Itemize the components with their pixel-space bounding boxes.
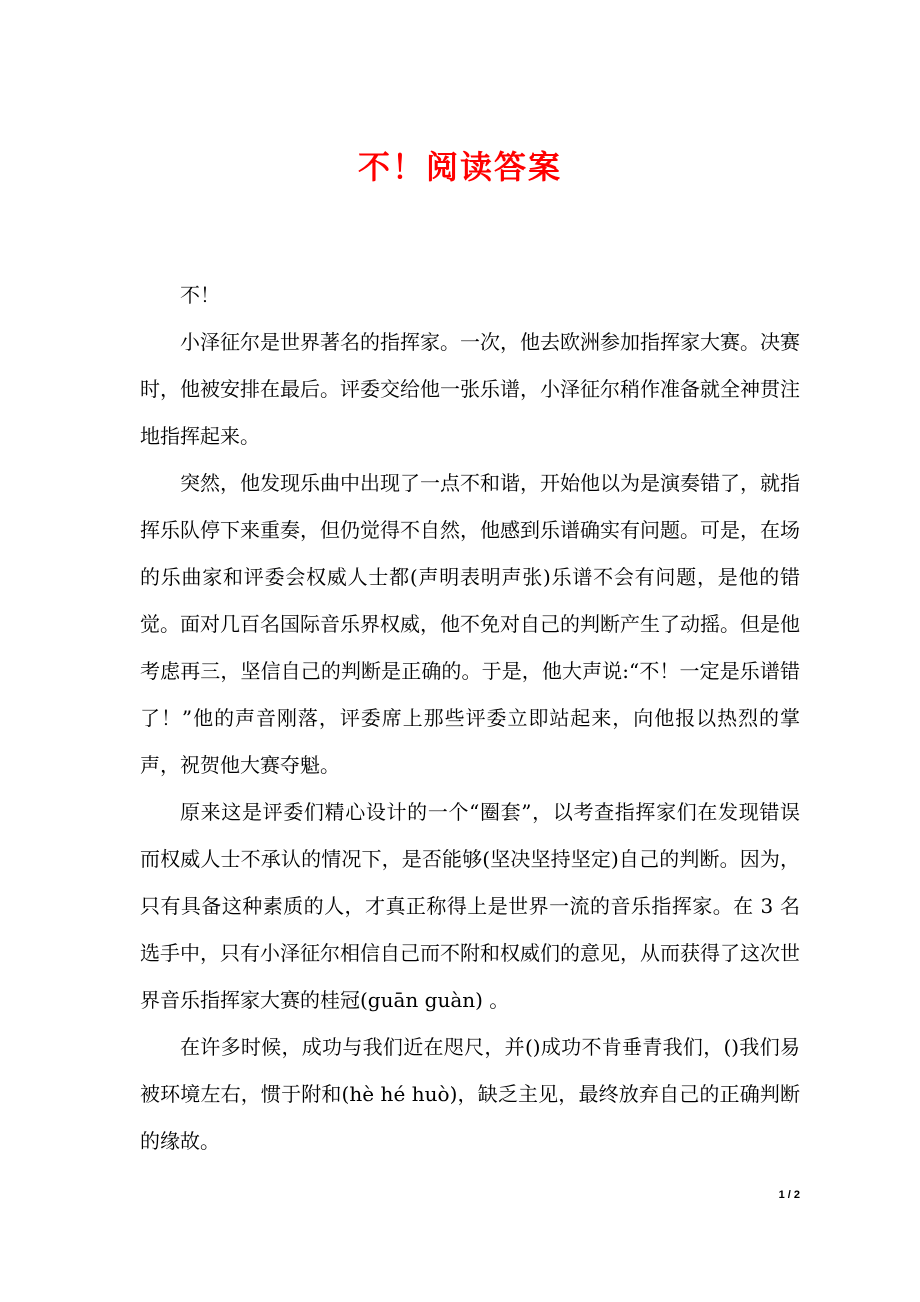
document-title: 不！阅读答案 <box>357 148 562 186</box>
paragraph-2: 突然，他发现乐曲中出现了一点不和谐，开始他以为是演奏错了，就指挥乐队停下来重奏，但仍觉得不自然，他感到乐谱确实有问题。可是，在场的乐曲家和评委会权威人士都(声明表明声张)乐谱不会有问题，是他的错觉。面对几百名国际音乐界权威，他不免对自己的判断产生了动摇。但是他考虑再三，坚信自己的判断是正确的。于是，他大声说:“不！一定是乐谱错了！”他的声音刚落，评委席上那些评委立即站起来，向他报以热烈的掌声，祝贺他大赛夺魁。 <box>140 471 800 777</box>
paragraph-3: 原来这是评委们精心设计的一个“圈套”，以考查指挥家们在发现错误而权威人士不承认的情况下，是否能够(坚决坚持坚定)自己的判断。因为，只有具备这种素质的人，才真正称得上是世界一流的音乐指挥家。在 3 名选手中，只有小泽征尔相信自己而不附和权威们的意见，从而获得了这次世界音乐指挥家大赛的桂冠(guān guàn) 。 <box>140 800 800 1012</box>
paragraph-heading: 不！ <box>180 283 220 307</box>
document-body <box>140 272 800 1165</box>
paragraph-4: 在许多时候，成功与我们近在咫尺，并()成功不肯垂青我们，()我们易被环境左右，惯于附和(hè hé huò)，缺乏主见，最终放弃自己的正确判断的缘故。 <box>140 1035 800 1153</box>
page-number: 1 / 2 <box>778 1189 800 1201</box>
paragraph-1: 小泽征尔是世界著名的指挥家。一次，他去欧洲参加指挥家大赛。决赛时，他被安排在最后。评委交给他一张乐谱，小泽征尔稍作准备就全神贯注地指挥起来。 <box>140 330 800 448</box>
